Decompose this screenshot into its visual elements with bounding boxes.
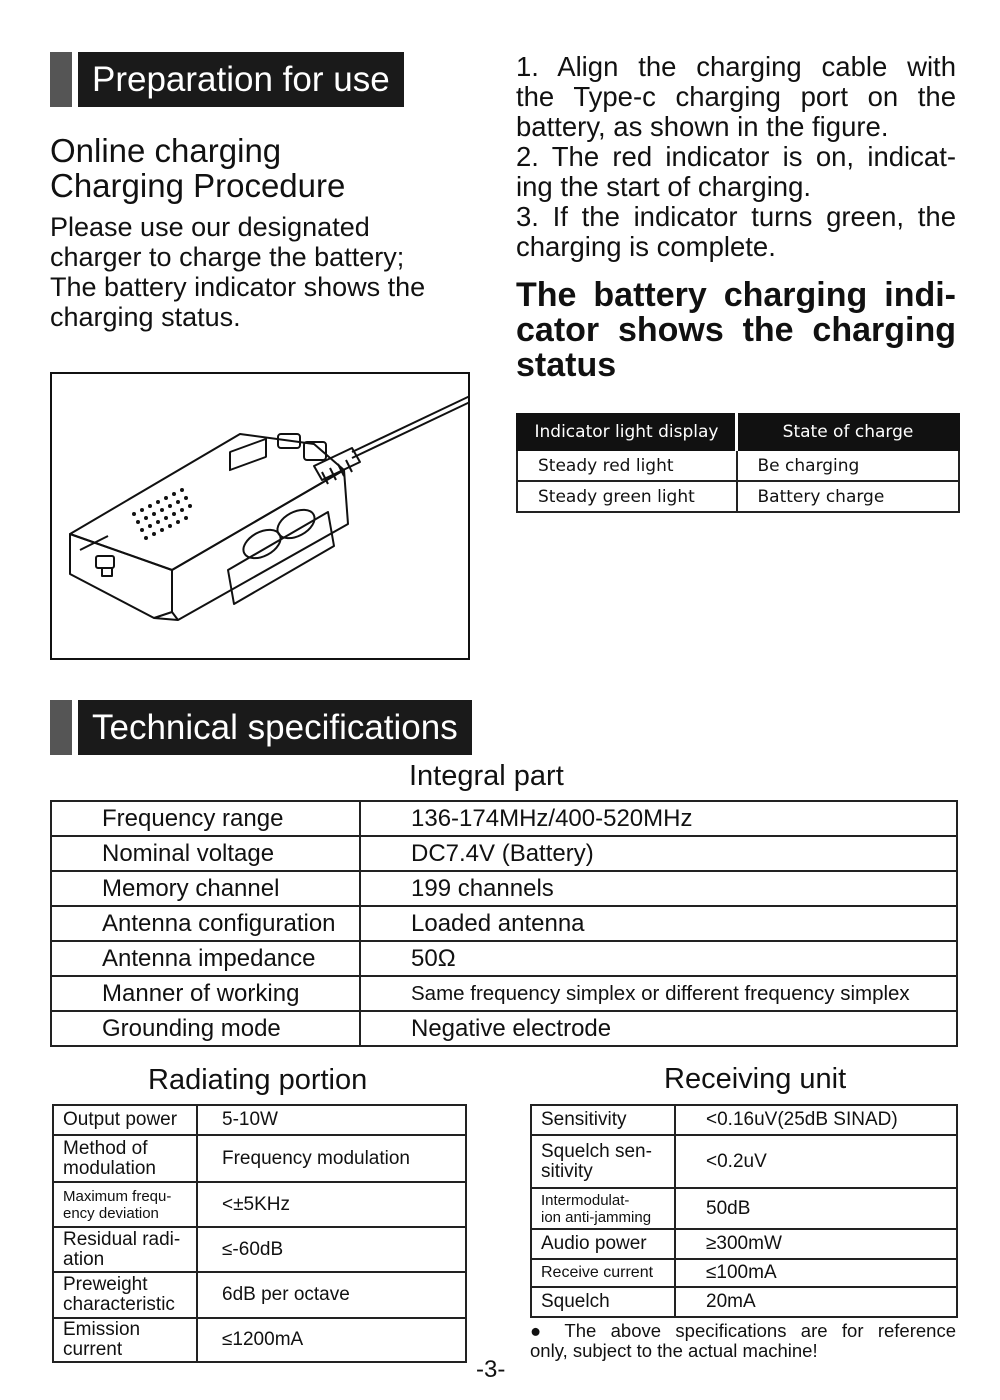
spec-key: Emission current bbox=[53, 1318, 197, 1362]
spec-key: Antenna impedance bbox=[51, 941, 360, 976]
integral-spec-table bbox=[50, 800, 958, 1047]
indicator-heading-line: cator shows the charging bbox=[516, 311, 956, 349]
spec-key: Memory channel bbox=[51, 871, 360, 906]
spec-value: Negative electrode bbox=[360, 1011, 957, 1046]
spec-value: <0.16uV(25dB SINAD) bbox=[675, 1105, 957, 1135]
section-header-bar bbox=[50, 52, 72, 107]
spec-value: 136-174MHz/400-520MHz bbox=[360, 801, 957, 836]
section-title: Technical specifications bbox=[78, 700, 472, 755]
spec-value: <±5KHz bbox=[197, 1182, 466, 1227]
step-line: ing the start of charging. bbox=[516, 171, 812, 202]
table-row bbox=[517, 481, 959, 512]
section-header-technical bbox=[50, 700, 472, 755]
spec-value: Frequency modulation bbox=[197, 1135, 466, 1182]
spec-value: ≥300mW bbox=[675, 1229, 957, 1259]
spec-key: Method of modulation bbox=[53, 1135, 197, 1182]
radiating-portion-caption: Radiating portion bbox=[148, 1064, 368, 1096]
section-header-bar bbox=[50, 700, 72, 755]
table-row bbox=[53, 1135, 466, 1182]
spec-key: Receive current bbox=[531, 1259, 675, 1287]
step-line: battery, as shown in the figure. bbox=[516, 111, 889, 142]
column-header: Indicator light display bbox=[517, 414, 737, 450]
charging-steps bbox=[516, 52, 956, 262]
table-row bbox=[53, 1272, 466, 1318]
intro-line: The battery indicator shows the bbox=[50, 272, 426, 302]
spec-value: 50Ω bbox=[360, 941, 957, 976]
spec-value: ≤1200mA bbox=[197, 1318, 466, 1362]
spec-key: Sensitivity bbox=[531, 1105, 675, 1135]
spec-value: 5-10W bbox=[197, 1105, 466, 1135]
receiving-spec-table bbox=[530, 1104, 958, 1318]
intro-paragraph bbox=[50, 212, 480, 332]
indicator-heading bbox=[516, 278, 956, 383]
step-line: charging is complete. bbox=[516, 231, 776, 262]
intro-line: charging status. bbox=[50, 302, 241, 332]
intro-line: Please use our designated bbox=[50, 212, 370, 242]
table-row bbox=[517, 450, 959, 481]
receiving-unit-caption: Receiving unit bbox=[664, 1063, 847, 1095]
table-row bbox=[51, 906, 957, 941]
step-line: 1. Align the charging cable with bbox=[516, 51, 956, 82]
spec-value: 20mA bbox=[675, 1287, 957, 1317]
table-row bbox=[531, 1259, 957, 1287]
spec-key: Residual radi- ation bbox=[53, 1227, 197, 1272]
walkie-talkie-drawing bbox=[52, 374, 468, 658]
table-row bbox=[51, 871, 957, 906]
table-row bbox=[51, 836, 957, 871]
table-row bbox=[51, 976, 957, 1011]
table-row bbox=[51, 1011, 957, 1046]
table-row bbox=[53, 1182, 466, 1227]
spec-value: DC7.4V (Battery) bbox=[360, 836, 957, 871]
table-row bbox=[53, 1227, 466, 1272]
intro-line: charger to charge the battery; bbox=[50, 242, 405, 272]
spec-key: Manner of working bbox=[51, 976, 360, 1011]
spec-key: Nominal voltage bbox=[51, 836, 360, 871]
table-cell: Steady red light bbox=[517, 450, 737, 481]
reference-note bbox=[530, 1321, 956, 1361]
radiating-spec-table bbox=[52, 1104, 467, 1363]
indicator-heading-line: The battery charging indi- bbox=[516, 276, 956, 314]
note-line: only, subject to the actual machine! bbox=[530, 1340, 818, 1361]
spec-key: Preweight characteristic bbox=[53, 1272, 197, 1318]
note-line: ● The above specifications are for reference bbox=[530, 1320, 956, 1341]
step-line: 2. The red indicator is on, indicat- bbox=[516, 141, 956, 172]
step-line: the Type-c charging port on the bbox=[516, 81, 956, 112]
spec-value: ≤100mA bbox=[675, 1259, 957, 1287]
table-row bbox=[51, 801, 957, 836]
spec-value: Loaded antenna bbox=[360, 906, 957, 941]
spec-key: Audio power bbox=[531, 1229, 675, 1259]
spec-key: Frequency range bbox=[51, 801, 360, 836]
table-cell: Be charging bbox=[737, 450, 960, 481]
table-row bbox=[51, 941, 957, 976]
radio-charging-illustration bbox=[50, 372, 470, 660]
table-row bbox=[53, 1105, 466, 1135]
page-number: -3- bbox=[476, 1356, 506, 1383]
charging-procedure-title: Charging Procedure bbox=[50, 167, 346, 204]
indicator-table bbox=[516, 413, 960, 513]
table-row bbox=[531, 1105, 957, 1135]
spec-key: Output power bbox=[53, 1105, 197, 1135]
spec-value: 6dB per octave bbox=[197, 1272, 466, 1318]
column-header: State of charge bbox=[737, 414, 960, 450]
table-row bbox=[531, 1188, 957, 1229]
table-row bbox=[531, 1287, 957, 1317]
table-cell: Steady green light bbox=[517, 481, 737, 512]
section-title: Preparation for use bbox=[78, 52, 404, 107]
spec-key: Grounding mode bbox=[51, 1011, 360, 1046]
spec-value: 50dB bbox=[675, 1188, 957, 1229]
spec-key: Squelch bbox=[531, 1287, 675, 1317]
spec-key: Antenna configuration bbox=[51, 906, 360, 941]
integral-part-caption: Integral part bbox=[409, 760, 564, 792]
table-row bbox=[53, 1318, 466, 1362]
spec-value: <0.2uV bbox=[675, 1135, 957, 1188]
spec-key: Maximum frequ- ency deviation bbox=[53, 1182, 197, 1227]
step-line: 3. If the indicator turns green, the bbox=[516, 201, 956, 232]
spec-value: 199 channels bbox=[360, 871, 957, 906]
online-charging-title: Online charging bbox=[50, 132, 282, 169]
spec-key: Squelch sen- sitivity bbox=[531, 1135, 675, 1188]
indicator-table-header bbox=[517, 414, 959, 450]
spec-value: ≤-60dB bbox=[197, 1227, 466, 1272]
spec-key: Intermodulat- ion anti-jamming bbox=[531, 1188, 675, 1229]
section-header-preparation bbox=[50, 52, 404, 107]
table-row bbox=[531, 1229, 957, 1259]
indicator-heading-line: status bbox=[516, 346, 617, 384]
table-cell: Battery charge bbox=[737, 481, 960, 512]
spec-value: Same frequency simplex or different frequency simplex bbox=[360, 976, 957, 1011]
table-row bbox=[531, 1135, 957, 1188]
